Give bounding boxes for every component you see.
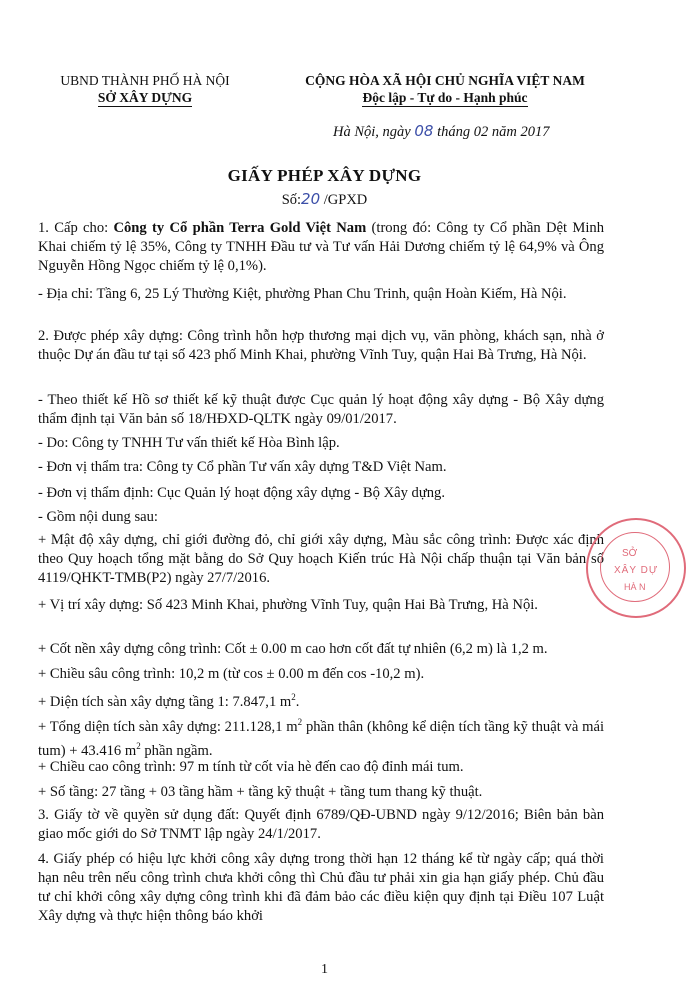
total-area-sup2: 2 [136,740,141,751]
para-validity: 4. Giấy phép có hiệu lực khởi công xây dựng trong thời hạn 12 tháng kể từ ngày cấp; quá thời hạn nêu trên nếu công trình chưa khởi công thì Chủ đầu tư phải xin gia hạn giấy phép. Chủ đầu tư chỉ khởi công xây dựng công trình khi đã đảm bảo các điều kiện quy định tại Điều 107 Luật Xây dựng và thực hiện thông báo khởi [38,851,604,924]
issuer-block [40,72,250,106]
total-area-text-b: phần thân (không kể diện tích tầng kỹ thuật và mái tum) + 43.416 m [38,718,604,759]
para-appraiser: - Đơn vị thẩm định: Cục Quản lý hoạt động xây dựng - Bộ Xây dựng. [38,485,445,501]
ground-floor-area-text: + Diện tích sàn xây dựng tầng 1: 7.847,1 m [38,693,292,710]
issuer-authority: UBND THÀNH PHỐ HÀ NỘI [60,73,230,88]
para-land-use-docs: 3. Giấy tờ về quyền sử dụng đất: Quyết định 6789/QĐ-UBND ngày 9/12/2016; Biên bản bàn giao mốc giới do Sở TNMT lập ngày 24/1/2017. [38,807,604,842]
document-title: GIẤY PHÉP XÂY DỰNG [227,166,422,185]
stamp-text-line3: HÀ N [624,582,646,592]
para-base-level: + Cốt nền xây dựng công trình: Cốt ± 0.00 m cao hơn cốt đất tự nhiên (6,2 m) là 1,2 m. [38,641,548,657]
para-verifier: - Đơn vị thẩm tra: Công ty Cổ phần Tư vấn xây dựng T&D Việt Nam. [38,459,447,475]
number-handwritten: 20 [301,190,321,208]
para-total-floor-area [38,713,604,761]
recipient-company: Công ty Cổ phần Terra Gold Việt Nam [113,220,367,236]
official-red-stamp [586,518,686,618]
para-address: - Địa chỉ: Tầng 6, 25 Lý Thường Kiệt, phường Phan Chu Trinh, quận Hoàn Kiếm, Hà Nội. [38,286,567,302]
total-area-sup1: 2 [297,717,303,727]
national-title: CỘNG HÒA XÃ HỘI CHỦ NGHĨA VIỆT NAM [305,73,585,88]
issue-date [333,122,613,141]
recipient-lead: 1. Cấp cho: [38,220,114,236]
national-motto-label: Độc lập - Tự do - Hạnh phúc [362,90,528,105]
para-design-basis: - Theo thiết kế Hồ sơ thiết kế kỹ thuật được Cục quản lý hoạt động xây dựng - Bộ Xây dựng thẩm định tại Văn bản số 18/HĐXD-QLTK ngày 09/01/2017. [38,392,604,427]
page-number: 1 [321,962,328,977]
total-area-text-a: + Tổng diện tích sàn xây dựng: 211.128,1 m [38,718,298,735]
total-area-text-c: phần ngầm. [140,742,213,759]
number-suffix: /GPXD [320,192,368,208]
issuer-department-label: SỞ XÂY DỰNG [97,90,193,105]
ground-floor-area-end: . [295,693,300,710]
national-motto-block [270,72,620,106]
date-prefix: Hà Nội, ngày [333,124,415,140]
para-ground-floor-area [38,688,604,712]
ground-floor-area-sup: 2 [291,692,296,702]
para-permitted-construction: 2. Được phép xây dựng: Công trình hỗn hợp thương mại dịch vụ, văn phòng, khách sạn, nhà ở thuộc Dự án đầu tư tại số 423 phố Minh Khai, phường Vĩnh Tuy, quận Hai Bà Trưng, Hà Nội. [38,328,604,363]
number-prefix: Số: [281,192,302,208]
stamp-text-line2: XÂY DỰ [614,565,659,576]
para-recipient [38,219,604,276]
para-floors: + Số tầng: 27 tầng + 03 tầng hầm + tầng kỹ thuật + tầng tum thang kỹ thuật. [38,784,483,800]
para-location: + Vị trí xây dựng: Số 423 Minh Khai, phường Vĩnh Tuy, quận Hai Bà Trưng, Hà Nội. [38,597,538,613]
national-motto [270,89,620,106]
para-density-color: + Mật độ xây dựng, chỉ giới đường đỏ, chỉ giới xây dựng, Màu sắc công trình: Được xác định theo Quy hoạch tổng mặt bằng do Sở Quy hoạch Kiến trúc Hà Nội chấp thuận tại Văn bản số 4119/QHKT-TMB(P2) ngày 27/7/2016. [38,532,604,586]
date-suffix: tháng 02 năm 2017 [433,124,550,140]
document-number [0,190,649,209]
para-designer: - Do: Công ty TNHH Tư vấn thiết kế Hòa Bình lập. [38,435,340,451]
para-contents-intro: - Gồm nội dung sau: [38,509,158,525]
stamp-text-line1: SỞ [622,548,638,559]
para-height: + Chiều cao công trình: 97 m tính từ cốt vỉa hè đến cao độ đỉnh mái tum. [38,759,464,775]
recipient-ownership: (trong đó: Công ty Cổ phần Dệt Minh Khai chiếm tỷ lệ 35%, Công ty TNHH Đầu tư và Tư vấn Hải Dương chiếm tỷ lệ 64,9% và Ông Nguyễn Hồng Ngọc chiếm tỷ lệ 0,1%). [38,220,604,274]
issuer-department [40,89,250,106]
para-depth: + Chiều sâu công trình: 10,2 m (từ cos ± 0.00 m đến cos -10,2 m). [38,666,425,682]
date-day-handwritten: 08 [414,122,434,140]
